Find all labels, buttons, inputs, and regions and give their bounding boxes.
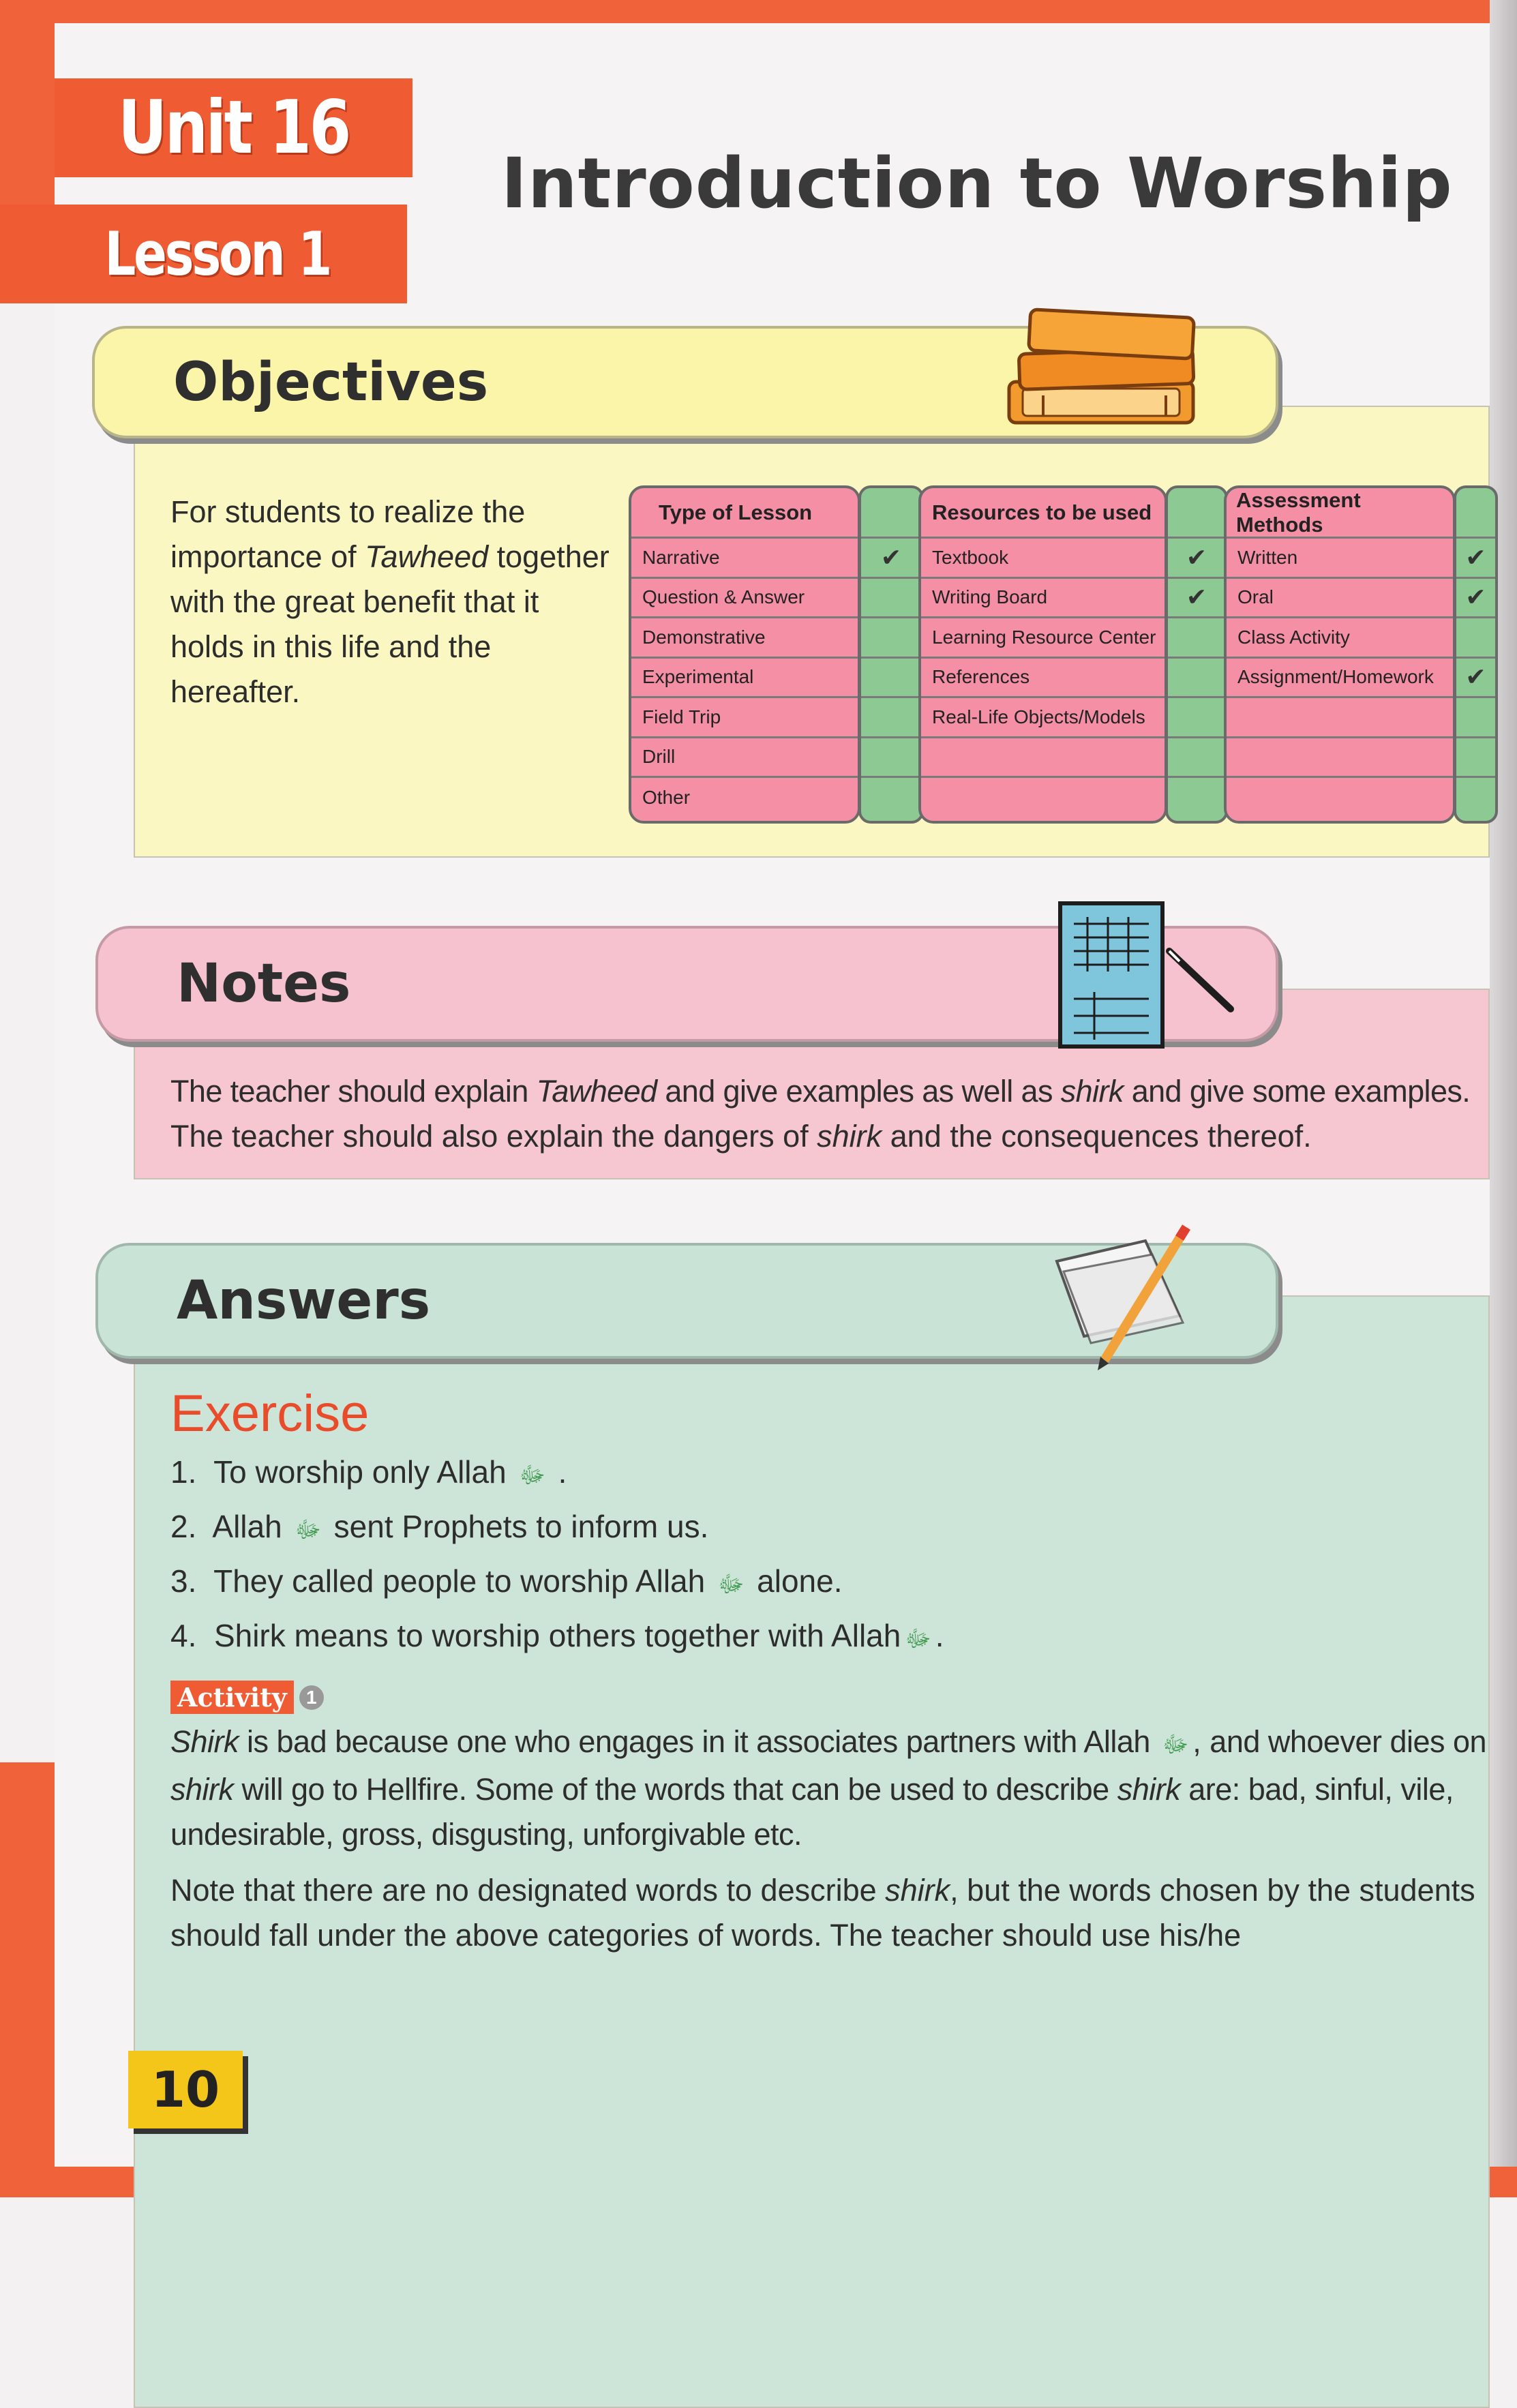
unit-label: Unit 16 [118,85,349,170]
honorific-glyph: ﷻ [295,1516,321,1544]
activity-label: Activity [170,1681,294,1714]
check-cell [861,618,921,659]
check-cell [1168,659,1225,699]
activity-number: 1 [299,1685,324,1710]
activity-paragraph: Shirk is bad because one who engages in it associates partners with Allah ﷻ , and whoever dies on shirk will go to Hellfire. Some of the words that can be used to describe shirk are: bad, sinful, vile, undesirable, gross, disgusting, unforgivable etc. [170,1724,1487,1852]
check-mark-icon: ✔ [1456,659,1495,699]
page-title: Introduction to Worship [501,143,1453,224]
check-cell [1456,778,1495,818]
notes-line-2: The teacher should also explain the dangers of shirk and the consequences thereof. [170,1119,1312,1154]
honorific-glyph: ﷻ [905,1625,931,1653]
check-mark-icon: ✔ [1168,579,1225,619]
check-mark-icon: ✔ [1456,539,1495,579]
table-row: Demonstrative [631,618,858,659]
table-header: Assessment Methods [1227,488,1453,539]
table-row: Learning Resource Center [921,618,1165,659]
table-row [921,738,1165,779]
table-row [1227,778,1453,818]
table-row: Written [1227,539,1453,579]
unit-tag [55,78,412,177]
check-cell [1168,778,1225,818]
table-header: Resources to be used [921,488,1165,539]
check-cell [1168,738,1225,779]
exercise-heading: Exercise [170,1385,370,1443]
table-row: Textbook [921,539,1165,579]
notepad-pen-icon [1053,897,1244,1053]
table-row: Class Activity [1227,618,1453,659]
notes-line-1: The teacher should explain Tawheed and give examples as well as shirk and give some examples. [170,1074,1471,1109]
check-mark-icon: ✔ [1168,539,1225,579]
table-row: Writing Board [921,579,1165,619]
objectives-heading: Objectives [173,351,489,413]
books-icon [1002,300,1214,430]
check-cell [1456,738,1495,779]
table-row: References [921,659,1165,699]
table-row: Question & Answer [631,579,858,619]
table-row: Drill [631,738,858,779]
page-number-box [128,2051,243,2128]
lesson-label: Lesson 1 [104,219,330,289]
objectives-text: For students to realize the importance of Tawheed together with the great benefit that it holds in this life and the hereafter. [170,494,610,709]
notes-text [170,1069,1507,1159]
check-cell [861,579,921,619]
table-row: Narrative [631,539,858,579]
list-item: 2. Allah ﷻ sent Prophets to inform us. [170,1509,709,1544]
lesson-tag [0,205,407,303]
check-cell [861,738,921,779]
check-cell [861,778,921,818]
table-row: Oral [1227,579,1453,619]
table-row: Field Trip [631,698,858,738]
table-row: Assignment/Homework [1227,659,1453,699]
table-row [1227,738,1453,779]
check-cell [1456,618,1495,659]
table-row [1227,698,1453,738]
honorific-glyph: ﷻ [718,1571,745,1598]
check-cell [1168,698,1225,738]
check-cell [861,659,921,699]
list-item: 4. Shirk means to worship others together with Allah ﷻ . [170,1618,944,1653]
page-number: 10 [151,2061,220,2118]
check-mark-icon: ✔ [861,539,921,579]
list-item: 1. To worship only Allah ﷻ . [170,1454,567,1490]
paper-pencil-icon [1043,1220,1214,1370]
activity-note-paragraph: Note that there are no designated words to describe shirk, but the words chosen by the students should fall under the above categories of words. The teacher should use his/he [170,1873,1475,1953]
table-row: Real-Life Objects/Models [921,698,1165,738]
honorific-glyph: ﷻ [519,1462,545,1489]
table-row: Other [642,787,691,809]
page-border-top [0,0,1517,23]
check-mark-icon: ✔ [1456,579,1495,619]
exercise-list [170,1447,1261,1665]
check-cell [861,698,921,738]
table-header: Type of Lesson [631,488,858,539]
activity-badge [170,1681,324,1714]
check-cell [1456,698,1495,738]
notes-heading: Notes [177,953,351,1014]
table-row [921,778,1165,818]
honorific-glyph: ﷻ [1162,1731,1189,1758]
answers-heading: Answers [177,1270,431,1331]
check-cell [1168,618,1225,659]
page-border-left-lower [0,1762,55,2197]
list-item: 3. They called people to worship Allah ﷻ alone. [170,1563,843,1599]
table-row: Experimental [631,659,858,699]
